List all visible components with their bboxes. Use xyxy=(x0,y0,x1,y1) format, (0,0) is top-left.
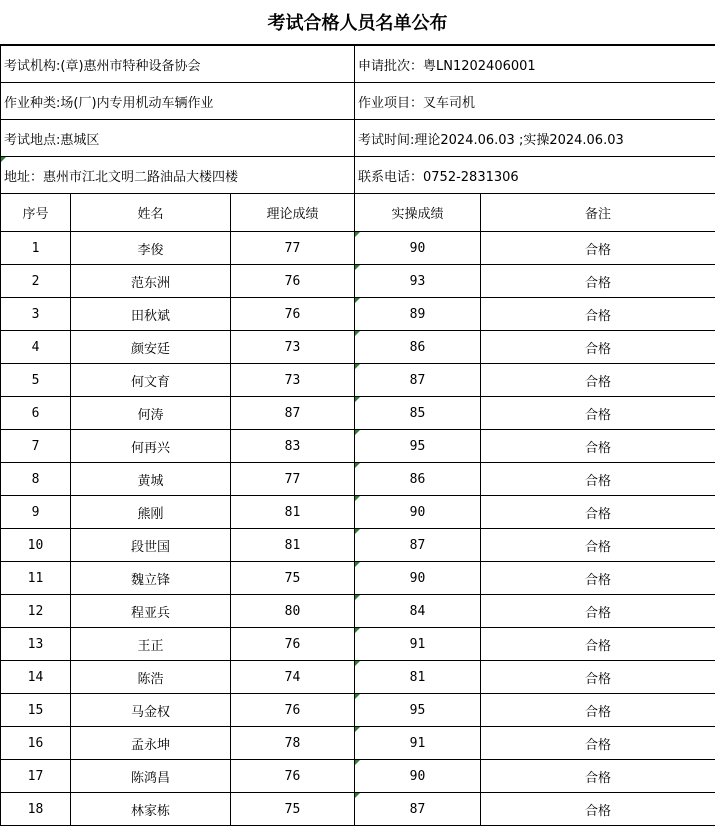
candidate-name[interactable]: 王正 xyxy=(71,628,231,661)
practice-score[interactable]: 93 xyxy=(355,265,481,298)
candidate-name[interactable]: 陈浩 xyxy=(71,661,231,694)
practice-score[interactable]: 90 xyxy=(355,496,481,529)
theory-score[interactable]: 81 xyxy=(231,529,355,562)
practice-score[interactable]: 90 xyxy=(355,232,481,265)
candidate-name[interactable]: 范东洲 xyxy=(71,265,231,298)
candidate-name[interactable]: 林家栋 xyxy=(71,793,231,826)
page-title: 考试合格人员名单公布 xyxy=(267,13,448,34)
exam-institution[interactable]: 考试机构:(章)惠州市特种设备协会 xyxy=(1,45,355,83)
theory-score[interactable]: 75 xyxy=(231,793,355,826)
info-row xyxy=(1,45,715,83)
row-number[interactable]: 8 xyxy=(1,463,71,496)
row-number[interactable]: 6 xyxy=(1,397,71,430)
table-row xyxy=(1,397,715,430)
header-no[interactable]: 序号 xyxy=(1,194,71,232)
info-row xyxy=(1,83,715,120)
table-row xyxy=(1,760,715,793)
practice-score[interactable]: 87 xyxy=(355,529,481,562)
theory-score[interactable]: 75 xyxy=(231,562,355,595)
note[interactable]: 合格 xyxy=(481,364,715,397)
table-row xyxy=(1,562,715,595)
table-header-row xyxy=(1,194,715,232)
theory-score[interactable]: 73 xyxy=(231,331,355,364)
row-number[interactable]: 10 xyxy=(1,529,71,562)
candidate-name[interactable]: 程亚兵 xyxy=(71,595,231,628)
note[interactable]: 合格 xyxy=(481,496,715,529)
table-row xyxy=(1,661,715,694)
row-number[interactable]: 13 xyxy=(1,628,71,661)
practice-score[interactable]: 87 xyxy=(355,364,481,397)
header-name[interactable]: 姓名 xyxy=(71,194,231,232)
practice-score[interactable]: 84 xyxy=(355,595,481,628)
note[interactable]: 合格 xyxy=(481,430,715,463)
table-row xyxy=(1,694,715,727)
row-number[interactable]: 9 xyxy=(1,496,71,529)
table-row xyxy=(1,496,715,529)
candidate-name[interactable]: 魏立锋 xyxy=(71,562,231,595)
note[interactable]: 合格 xyxy=(481,562,715,595)
candidate-name[interactable]: 李俊 xyxy=(71,232,231,265)
theory-score[interactable]: 77 xyxy=(231,463,355,496)
row-number[interactable]: 18 xyxy=(1,793,71,826)
info-row xyxy=(1,157,715,194)
note[interactable]: 合格 xyxy=(481,595,715,628)
table-row xyxy=(1,628,715,661)
candidate-name[interactable]: 何涛 xyxy=(71,397,231,430)
job-item[interactable]: 作业项目：叉车司机 xyxy=(355,83,715,120)
header-practice-score[interactable]: 实操成绩 xyxy=(355,194,481,232)
note[interactable]: 合格 xyxy=(481,331,715,364)
practice-score[interactable]: 85 xyxy=(355,397,481,430)
theory-score[interactable]: 87 xyxy=(231,397,355,430)
row-number[interactable]: 14 xyxy=(1,661,71,694)
theory-score[interactable]: 80 xyxy=(231,595,355,628)
table-row xyxy=(1,727,715,760)
theory-score[interactable]: 77 xyxy=(231,232,355,265)
candidate-name[interactable]: 熊刚 xyxy=(71,496,231,529)
info-row xyxy=(1,120,715,157)
row-number[interactable]: 3 xyxy=(1,298,71,331)
practice-score[interactable]: 89 xyxy=(355,298,481,331)
note[interactable]: 合格 xyxy=(481,694,715,727)
table-row xyxy=(1,529,715,562)
row-number[interactable]: 17 xyxy=(1,760,71,793)
practice-score[interactable]: 90 xyxy=(355,562,481,595)
practice-score[interactable]: 81 xyxy=(355,661,481,694)
note[interactable]: 合格 xyxy=(481,463,715,496)
row-number[interactable]: 7 xyxy=(1,430,71,463)
note[interactable]: 合格 xyxy=(481,793,715,826)
job-type[interactable]: 作业种类:场(厂)内专用机动车辆作业 xyxy=(1,83,355,120)
theory-score[interactable]: 76 xyxy=(231,760,355,793)
note[interactable]: 合格 xyxy=(481,397,715,430)
row-number[interactable]: 12 xyxy=(1,595,71,628)
note[interactable]: 合格 xyxy=(481,661,715,694)
exam-time[interactable]: 考试时间:理论2024.06.03 ;实操2024.06.03 xyxy=(355,120,715,157)
note[interactable]: 合格 xyxy=(481,298,715,331)
candidate-name[interactable]: 颜安廷 xyxy=(71,331,231,364)
candidate-name[interactable]: 陈鸿昌 xyxy=(71,760,231,793)
header-theory-score[interactable]: 理论成绩 xyxy=(231,194,355,232)
theory-score[interactable]: 83 xyxy=(231,430,355,463)
practice-score[interactable]: 86 xyxy=(355,463,481,496)
row-number[interactable]: 2 xyxy=(1,265,71,298)
table-row xyxy=(1,430,715,463)
theory-score[interactable]: 76 xyxy=(231,298,355,331)
candidate-name[interactable]: 段世国 xyxy=(71,529,231,562)
table-row xyxy=(1,331,715,364)
candidate-name[interactable]: 马金权 xyxy=(71,694,231,727)
row-number[interactable]: 5 xyxy=(1,364,71,397)
table-row xyxy=(1,595,715,628)
practice-score[interactable]: 86 xyxy=(355,331,481,364)
results-table xyxy=(0,44,715,826)
note[interactable]: 合格 xyxy=(481,265,715,298)
row-number[interactable]: 4 xyxy=(1,331,71,364)
address[interactable]: 地址：惠州市江北文明二路油品大楼四楼 xyxy=(1,157,355,194)
table-row xyxy=(1,298,715,331)
note[interactable]: 合格 xyxy=(481,628,715,661)
practice-score[interactable]: 87 xyxy=(355,793,481,826)
practice-score[interactable]: 95 xyxy=(355,694,481,727)
theory-score[interactable]: 76 xyxy=(231,265,355,298)
note[interactable]: 合格 xyxy=(481,232,715,265)
theory-score[interactable]: 81 xyxy=(231,496,355,529)
theory-score[interactable]: 76 xyxy=(231,628,355,661)
table-row xyxy=(1,265,715,298)
candidate-name[interactable]: 黄城 xyxy=(71,463,231,496)
row-number[interactable]: 11 xyxy=(1,562,71,595)
table-row xyxy=(1,793,715,826)
note[interactable]: 合格 xyxy=(481,529,715,562)
practice-score[interactable]: 95 xyxy=(355,430,481,463)
table-row xyxy=(1,463,715,496)
exam-location[interactable]: 考试地点:惠城区 xyxy=(1,120,355,157)
theory-score[interactable]: 76 xyxy=(231,694,355,727)
practice-score[interactable]: 91 xyxy=(355,628,481,661)
candidate-name[interactable]: 孟永坤 xyxy=(71,727,231,760)
note[interactable]: 合格 xyxy=(481,760,715,793)
candidate-name[interactable]: 何文育 xyxy=(71,364,231,397)
header-note[interactable]: 备注 xyxy=(481,194,715,232)
application-batch[interactable]: 申请批次：粤LN1202406001 xyxy=(355,45,715,83)
theory-score[interactable]: 78 xyxy=(231,727,355,760)
candidate-name[interactable]: 何再兴 xyxy=(71,430,231,463)
row-number[interactable]: 15 xyxy=(1,694,71,727)
note[interactable]: 合格 xyxy=(481,727,715,760)
candidate-name[interactable]: 田秋斌 xyxy=(71,298,231,331)
practice-score[interactable]: 91 xyxy=(355,727,481,760)
practice-score[interactable]: 90 xyxy=(355,760,481,793)
table-row xyxy=(1,232,715,265)
table-row xyxy=(1,364,715,397)
row-number[interactable]: 16 xyxy=(1,727,71,760)
row-number[interactable]: 1 xyxy=(1,232,71,265)
theory-score[interactable]: 74 xyxy=(231,661,355,694)
theory-score[interactable]: 73 xyxy=(231,364,355,397)
contact-phone[interactable]: 联系电话：0752-2831306 xyxy=(355,157,715,194)
